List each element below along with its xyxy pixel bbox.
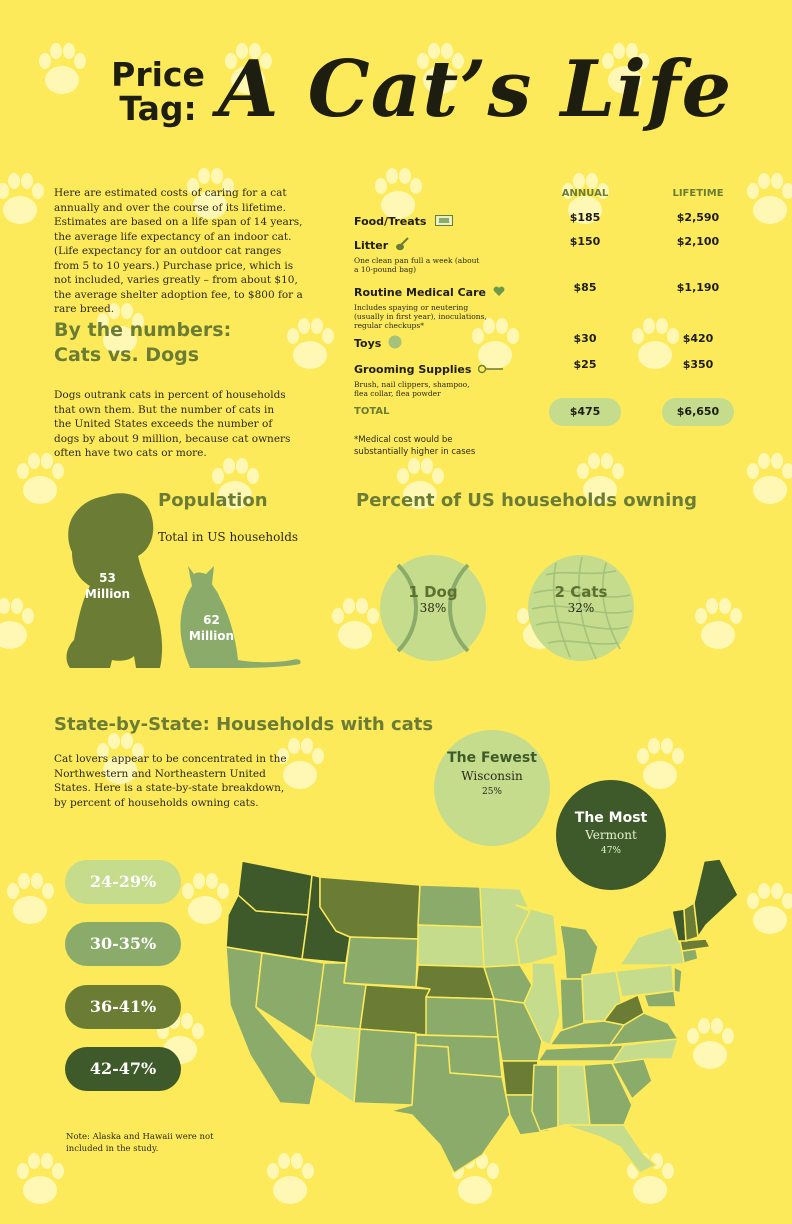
states-note: Note: Alaska and Hawaii were not included in the study.: [66, 1132, 214, 1154]
heart-icon: [493, 286, 505, 297]
row-description: Brush, nail clippers, shampoo, flea collar, flea powder: [354, 380, 470, 398]
dog-population-value: 53: [99, 571, 116, 585]
legend-30-35: 30-35%: [65, 922, 181, 966]
row-description: Includes spaying or neutering (usually in first year), inoculations, regular checkups*: [354, 303, 487, 330]
annual-value: $30: [573, 332, 597, 345]
lifetime-value: $420: [682, 332, 714, 345]
dog-household: [378, 583, 488, 615]
row-label: Litter: [354, 239, 389, 252]
numbers-heading-line1: By the numbers:: [54, 319, 232, 341]
annual-value: $85: [573, 281, 597, 294]
page-title: A Cat’s Life: [218, 44, 733, 135]
state-new-mexico: [354, 1029, 416, 1105]
state-south-dakota: [418, 925, 484, 967]
state-north-dakota: [418, 885, 482, 927]
dog-population: [80, 570, 135, 602]
col-lifetime-header: LIFETIME: [672, 188, 724, 199]
annual-value: $185: [569, 211, 601, 224]
cat-household-label: 2 Cats: [554, 583, 608, 601]
legend-36-41: 36-41%: [65, 985, 181, 1029]
cat-population: [184, 612, 239, 644]
state-nebraska: [416, 965, 494, 999]
cost-row-food: [354, 210, 544, 229]
us-state-map: [220, 855, 750, 1175]
state-arizona: [310, 1025, 360, 1103]
state-maine: [694, 859, 738, 937]
cat-population-unit: Million: [188, 629, 235, 643]
total-label: TOTAL: [354, 406, 390, 417]
food-icon: [435, 215, 453, 226]
fewest-state: Wisconsin: [461, 769, 523, 783]
ball-icon: [388, 335, 402, 349]
population-heading: Population: [158, 490, 268, 511]
state-florida: [564, 1125, 656, 1173]
comb-icon: [478, 363, 504, 375]
population-subheading: Total in US households: [158, 530, 299, 544]
state-montana: [320, 877, 420, 939]
state-indiana: [560, 979, 584, 1031]
row-description: One clean pan full a week (about a 10-pound bag): [354, 256, 480, 274]
cost-row-litter: [354, 234, 544, 274]
most-pct: 47%: [600, 846, 621, 856]
fewest-badge: [434, 730, 550, 846]
legend-24-29: 24-29%: [65, 860, 181, 904]
lifetime-value: $350: [682, 358, 714, 371]
footnote: *Medical cost would be substantially higher in cases: [354, 435, 476, 457]
cost-row-grooming: [354, 358, 544, 398]
annual-value: $150: [569, 235, 601, 248]
row-label: Grooming Supplies: [354, 363, 472, 376]
total-lifetime: $6,650: [662, 398, 734, 426]
lifetime-value: $1,190: [676, 281, 720, 294]
cost-row-toys: [354, 332, 544, 351]
most-title: The Most: [574, 810, 648, 826]
state-wyoming: [344, 937, 418, 987]
cat-population-value: 62: [203, 613, 220, 627]
states-text: Cat lovers appear to be concentrated in the Northwestern and Northeastern United States. Here is a state-by-state breakdown, by percent of households owning cats.: [54, 753, 287, 809]
lifetime-value: $2,100: [676, 235, 720, 248]
state-mississippi: [532, 1065, 558, 1131]
most-state: Vermont: [585, 828, 637, 842]
intro-text: Here are estimated costs of caring for a cat annually and over the course of its lifetime. Estimates are based on a life span of 14 years, the average life expectancy of an indoor cat. (Life expectancy for an outdoor cat ranges from 5 to 10 years.) Purchase price, which is not included, varies greatly – from about $10, the average shelter adoption fee, to $800 for a rare breed.: [54, 187, 303, 315]
dog-population-unit: Million: [84, 587, 131, 601]
states-heading: State-by-State: Households with cats: [54, 714, 434, 735]
state-michigan: [560, 925, 598, 979]
state-colorado: [360, 985, 430, 1035]
title-prefix: Price Tag:: [111, 55, 205, 128]
dog-household-label: 1 Dog: [408, 583, 458, 601]
col-annual-header: ANNUAL: [561, 188, 609, 199]
annual-value: $25: [573, 358, 597, 371]
fewest-pct: 25%: [481, 787, 502, 797]
row-label: Food/Treats: [354, 215, 427, 228]
households-heading: Percent of US households owning: [356, 490, 697, 511]
row-label: Routine Medical Care: [354, 286, 486, 299]
state-new-jersey: [674, 967, 682, 993]
cat-household-pct: 32%: [567, 601, 595, 615]
row-label: Toys: [354, 337, 382, 350]
cat-household: [526, 583, 636, 615]
scoop-icon: [395, 237, 409, 251]
fewest-title: The Fewest: [447, 750, 537, 766]
dog-household-pct: 38%: [419, 601, 447, 615]
numbers-text: Dogs outrank cats in percent of households that own them. But the number of cats in the United States exceeds the number of dogs by about 9 million, because cat owners often have two cats or more.: [54, 389, 291, 459]
numbers-heading: [54, 318, 231, 368]
lifetime-value: $2,590: [676, 211, 720, 224]
total-annual: $475: [549, 398, 621, 426]
cost-row-medical: [354, 281, 544, 330]
legend-42-47: 42-47%: [65, 1047, 181, 1091]
numbers-heading-line2: Cats vs. Dogs: [54, 344, 200, 366]
state-kansas: [426, 997, 498, 1037]
